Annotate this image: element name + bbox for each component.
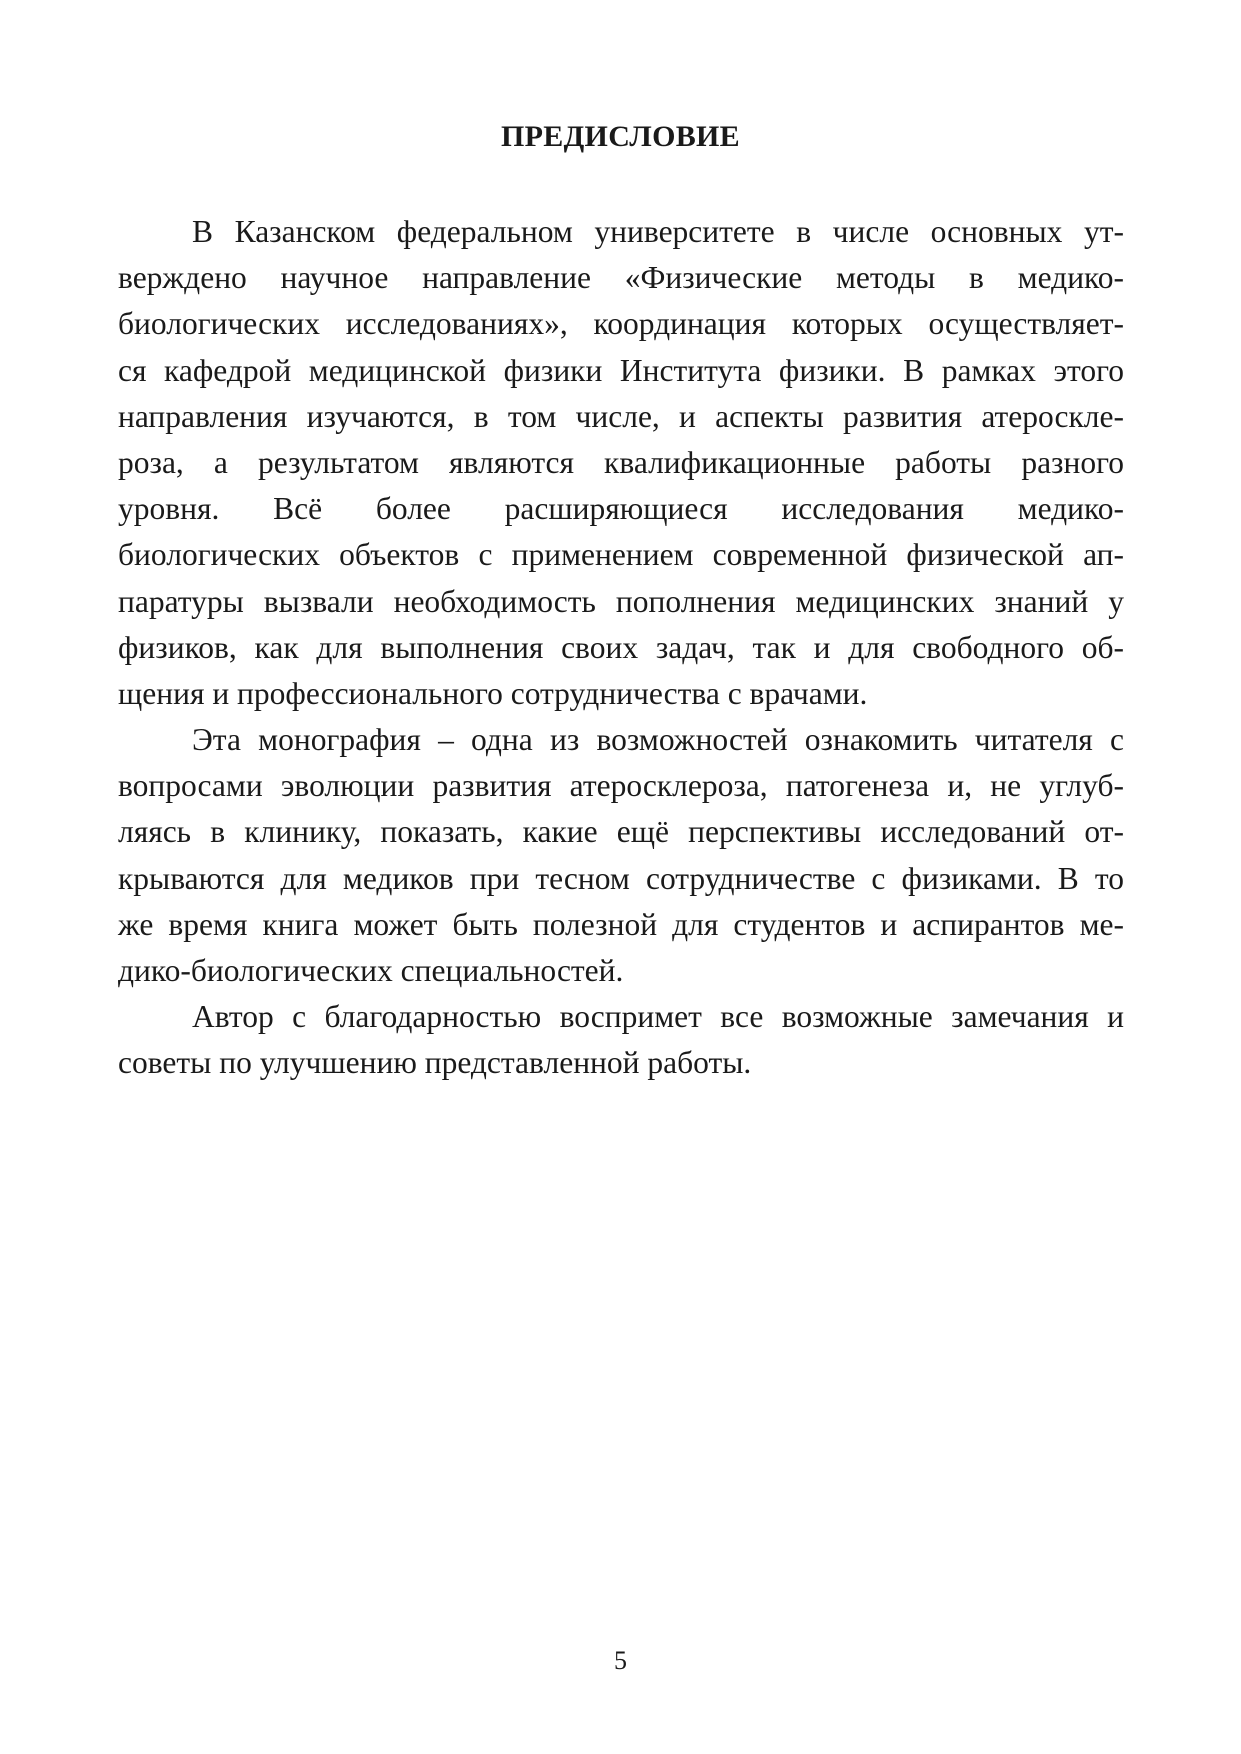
text-line: ся кафедрой медицинской физики Института физики. В рамках этого — [118, 352, 1124, 388]
paragraph-2 — [118, 717, 1124, 994]
text-line: биологических объектов с применением современной физической ап- — [118, 537, 1124, 573]
paragraph-1 — [118, 209, 1124, 717]
text-line: верждено научное направление «Физические методы в медико- — [118, 260, 1124, 296]
text-line: Автор с благодарностью воспримет все возможные замечания и — [192, 999, 1124, 1035]
text-line: В Казанском федеральном университете в числе основных ут- — [192, 214, 1124, 249]
text-line: уровня. Всё более расширяющиеся исследования медико- — [118, 491, 1124, 527]
page-number: 5 — [614, 1646, 627, 1675]
text-line: физиков, как для выполнения своих задач, так и для свободного об- — [118, 629, 1124, 665]
page-title: ПРЕДИСЛОВИЕ — [501, 120, 740, 153]
text-line: дико-биологических специальностей. — [118, 953, 624, 988]
text-line: вопросами эволюции развития атеросклероза, патогенеза и, не углуб- — [118, 768, 1124, 804]
text-line: же время книга может быть полезной для студентов и аспирантов ме- — [118, 906, 1124, 942]
text-line: щения и профессионального сотрудничества с врачами. — [118, 675, 868, 711]
paragraph-3 — [118, 994, 1124, 1086]
body-text — [118, 209, 1124, 1087]
text-line: Эта монография – одна из возможностей ознакомить читателя с — [192, 722, 1124, 758]
text-line: советы по улучшению представленной работы. — [118, 1045, 752, 1081]
text-line: паратуры вызвали необходимость пополнения медицинских знаний у — [118, 583, 1124, 619]
text-line: ляясь в клинику, показать, какие ещё перспективы исследований от- — [118, 814, 1124, 850]
text-line: крываются для медиков при тесном сотрудничестве с физиками. В то — [118, 860, 1124, 896]
text-line: биологических исследованиях», координация которых осуществляет- — [118, 306, 1124, 342]
text-line: роза, а результатом являются квалификационные работы разного — [118, 444, 1124, 480]
text-line: направления изучаются, в том числе, и аспекты развития атероскле- — [118, 398, 1124, 434]
